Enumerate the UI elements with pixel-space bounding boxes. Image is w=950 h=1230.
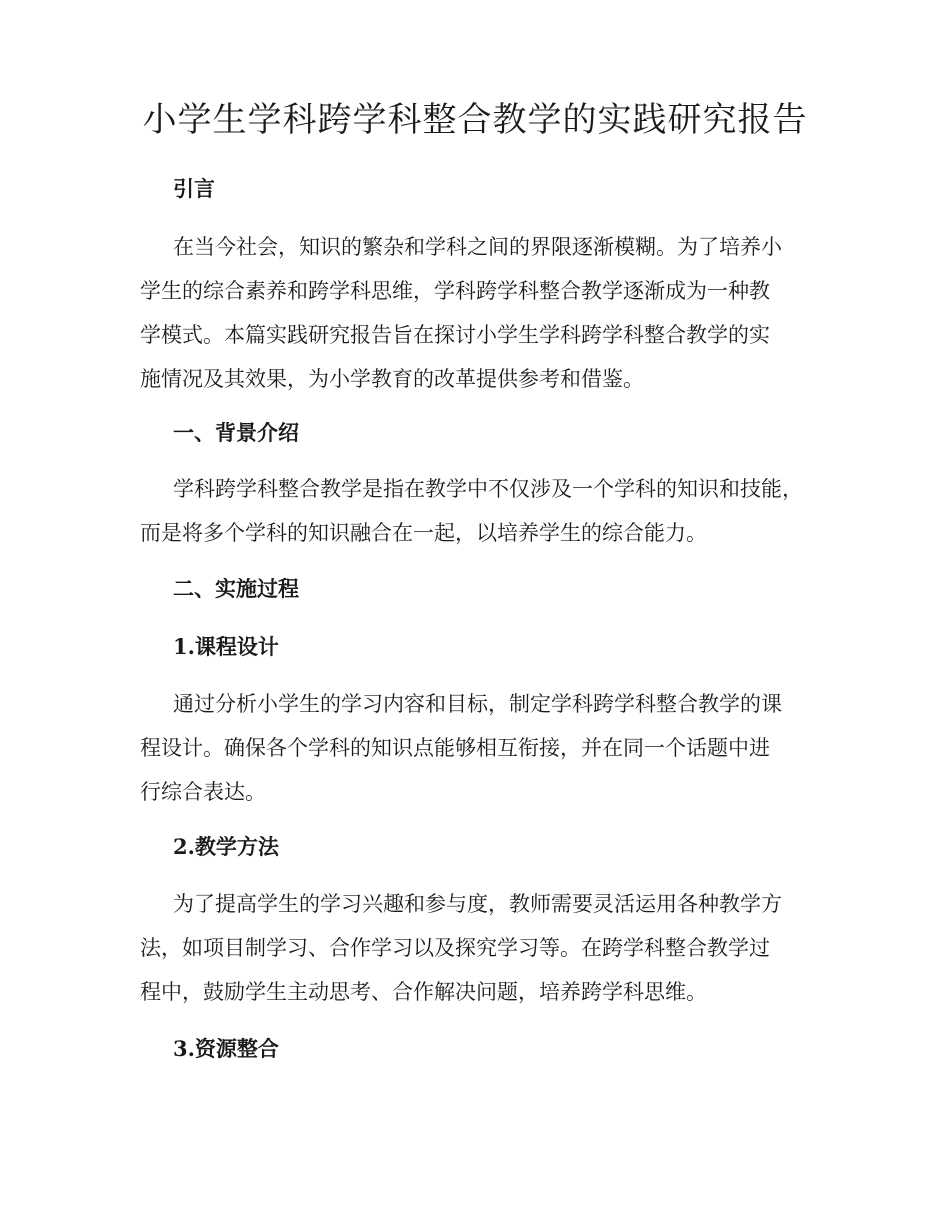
document-title: 小学生学科跨学科整合教学的实践研究报告 [142, 100, 808, 140]
paragraph-course-design [140, 689, 830, 821]
paragraph-line: 通过分析小学生的学习内容和目标，制定学科跨学科整合教学的课 [173, 692, 782, 716]
paragraph-line: 施情况及其效果，为小学教育的改革提供参考和借鉴。 [140, 367, 644, 391]
section-heading-intro: 引言 [173, 176, 215, 201]
paragraph-line: 为了提高学生的学习兴趣和参与度，教师需要灵活运用各种教学方 [173, 892, 782, 916]
paragraph-line: 程设计。确保各个学科的知识点能够相互衔接，并在同一个话题中进 [140, 736, 770, 760]
paragraph-line: 学生的综合素养和跨学科思维，学科跨学科整合教学逐渐成为一种教 [140, 279, 770, 303]
paragraph-line: 学模式。本篇实践研究报告旨在探讨小学生学科跨学科整合教学的实 [140, 323, 770, 347]
subheading-teaching-methods: 2.教学方法 [173, 834, 279, 859]
paragraph-line: 行综合表达。 [140, 780, 266, 804]
paragraph-background [140, 474, 830, 562]
paragraph-line: 法，如项目制学习、合作学习以及探究学习等。在跨学科整合教学过 [140, 936, 770, 960]
section-heading-background: 一、背景介绍 [173, 420, 299, 445]
paragraph-teaching-methods [140, 889, 830, 1021]
section-heading-implementation: 二、实施过程 [173, 576, 299, 601]
paragraph-line: 学科跨学科整合教学是指在教学中不仅涉及一个学科的知识和技能， [173, 477, 803, 501]
paragraph-line: 程中，鼓励学生主动思考、合作解决问题，培养跨学科思维。 [140, 980, 707, 1004]
paragraph-line: 在当今社会，知识的繁杂和学科之间的界限逐渐模糊。为了培养小 [173, 235, 782, 259]
paragraph-line: 而是将多个学科的知识融合在一起，以培养学生的综合能力。 [140, 521, 707, 545]
subheading-course-design: 1.课程设计 [173, 634, 279, 659]
paragraph-intro [140, 232, 830, 408]
subheading-resource-integration: 3.资源整合 [173, 1036, 279, 1061]
